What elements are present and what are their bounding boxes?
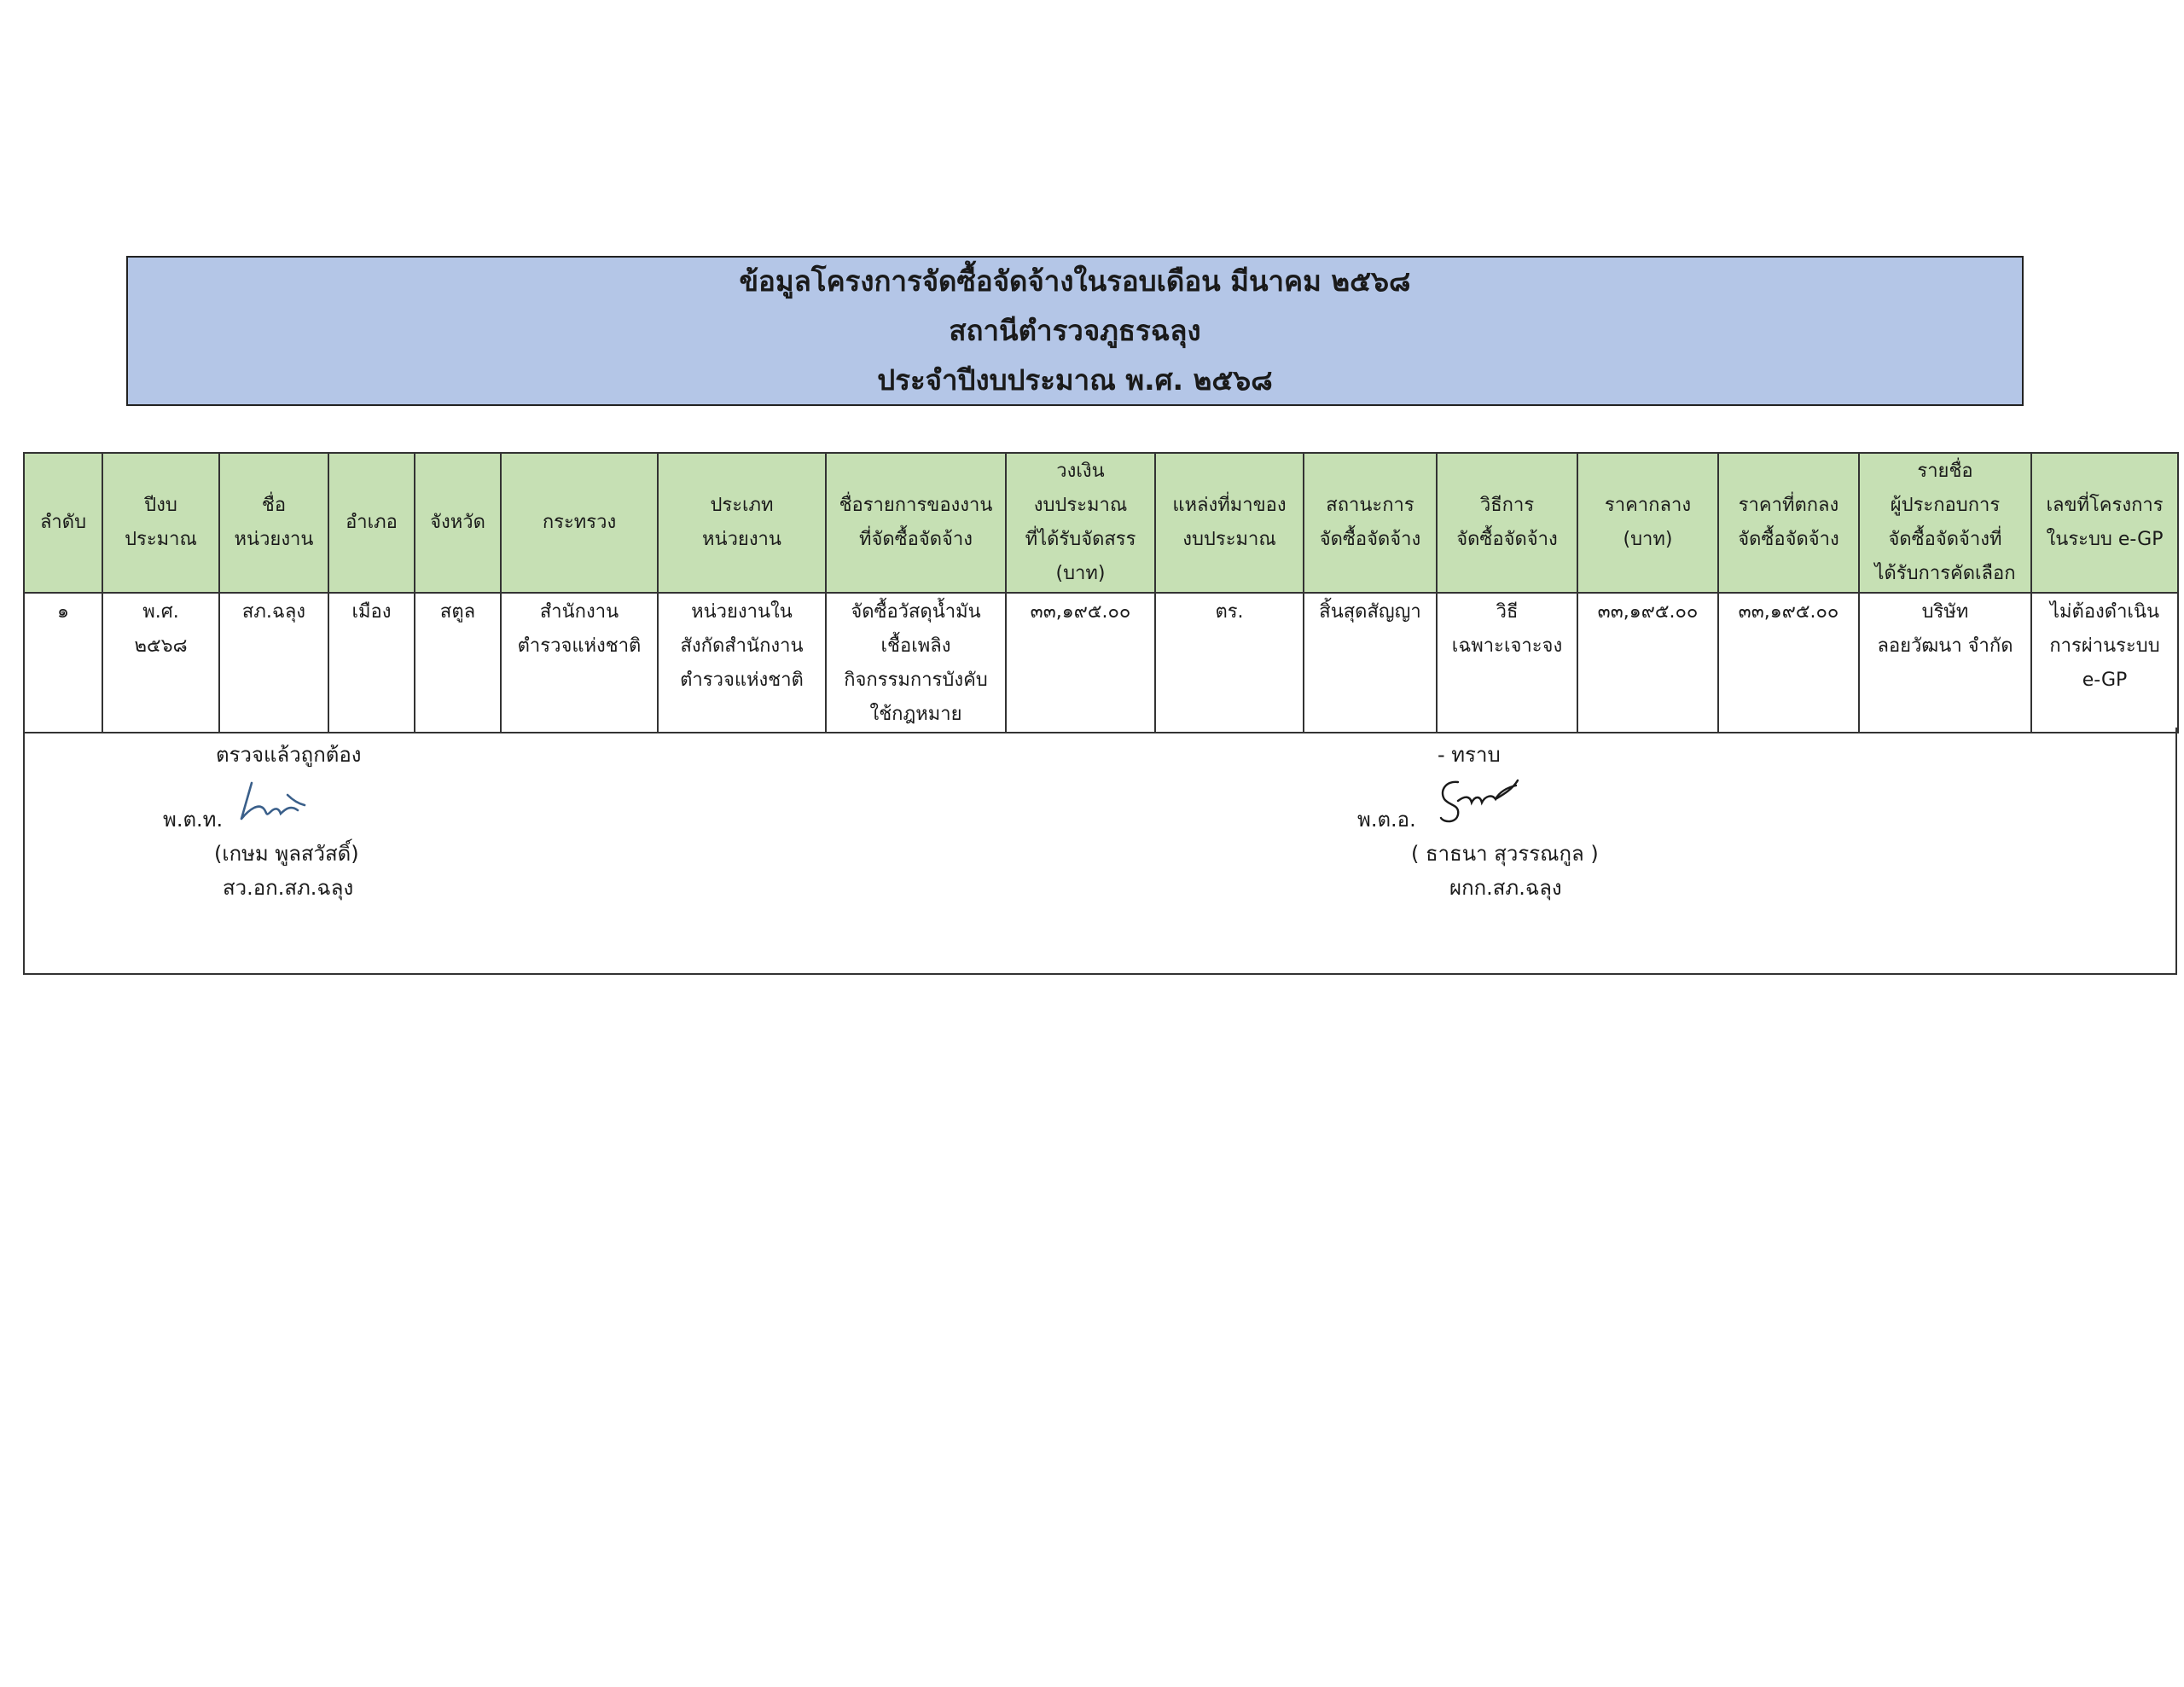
- cell-budget: ๓๓,๑๙๕.๐๐: [1006, 593, 1155, 733]
- left-signatory-position: สว.อก.สภ.ฉลุง: [223, 876, 354, 900]
- left-signatory-name: (เกษม พูลสวัสดิ์): [214, 842, 359, 866]
- header-status: สถานะการ จัดซื้อจัดจ้าง: [1304, 453, 1437, 593]
- header-fiscal-year: ปีงบ ประมาณ: [102, 453, 219, 593]
- table-header-row: [24, 453, 2178, 593]
- right-signatory-position: ผกก.สภ.ฉลุง: [1449, 876, 1562, 900]
- header-agency-type: ประเภท หน่วยงาน: [658, 453, 826, 593]
- cell-budget-source: ตร.: [1155, 593, 1304, 733]
- acknowledged-note: - ทราบ: [1438, 743, 1501, 767]
- header-budget: วงเงิน งบประมาณ ที่ได้รับจัดสรร (บาท): [1006, 453, 1155, 593]
- cell-agency-type: หน่วยงานใน สังกัดสำนักงาน ตำรวจแห่งชาติ: [658, 593, 826, 733]
- cell-method: วิธี เฉพาะเจาะจง: [1437, 593, 1577, 733]
- header-agency: ชื่อ หน่วยงาน: [219, 453, 328, 593]
- header-province: จังหวัด: [415, 453, 501, 593]
- header-order: ลำดับ: [24, 453, 102, 593]
- header-district: อำเภอ: [328, 453, 415, 593]
- cell-agreed-price: ๓๓,๑๙๕.๐๐: [1718, 593, 1859, 733]
- right-signatory-name: ( ธาธนา สุวรรณกูล ): [1411, 842, 1599, 866]
- right-signature-icon: [1432, 770, 1521, 830]
- header-median-price: ราคากลาง (บาท): [1577, 453, 1718, 593]
- table-row: [24, 593, 2178, 733]
- procurement-table: [23, 452, 2179, 733]
- title-line-3: ประจำปีงบประมาณ พ.ศ. ๒๕๖๘: [877, 363, 1273, 397]
- title-line-2: สถานีตำรวจภูธรฉลุง: [949, 314, 1201, 347]
- cell-median-price: ๓๓,๑๙๕.๐๐: [1577, 593, 1718, 733]
- header-egp-number: เลขที่โครงการ ในระบบ e-GP: [2031, 453, 2178, 593]
- header-contractor: รายชื่อ ผู้ประกอบการ จัดซื้อจัดจ้างที่ ได้รับการคัดเลือก: [1859, 453, 2031, 593]
- document-title-box: [126, 256, 2024, 406]
- header-method: วิธีการ จัดซื้อจัดจ้าง: [1437, 453, 1577, 593]
- header-item-name: ชื่อรายการของงาน ที่จัดซื้อจัดจ้าง: [826, 453, 1006, 593]
- header-ministry: กระทรวง: [501, 453, 658, 593]
- left-rank: พ.ต.ท.: [163, 808, 224, 832]
- cell-province: สตูล: [415, 593, 501, 733]
- cell-agency: สภ.ฉลุง: [219, 593, 328, 733]
- cell-egp-number: ไม่ต้องดำเนิน การผ่านระบบ e-GP: [2031, 593, 2178, 733]
- cell-item-name: จัดซื้อวัสดุน้ำมัน เชื้อเพลิง กิจกรรมการบังคับ ใช้กฎหมาย: [826, 593, 1006, 733]
- header-agreed-price: ราคาที่ตกลง จัดซื้อจัดจ้าง: [1718, 453, 1859, 593]
- verified-note: ตรวจแล้วถูกต้อง: [216, 743, 362, 767]
- cell-order: ๑: [24, 593, 102, 733]
- cell-status: สิ้นสุดสัญญา: [1304, 593, 1437, 733]
- cell-contractor: บริษัท ลอยวัฒนา จำกัด: [1859, 593, 2031, 733]
- right-rank: พ.ต.อ.: [1357, 808, 1416, 832]
- left-signature-icon: [236, 774, 308, 826]
- cell-ministry: สำนักงาน ตำรวจแห่งชาติ: [501, 593, 658, 733]
- title-line-1: ข้อมูลโครงการจัดซื้อจัดจ้างในรอบเดือน มีนาคม ๒๕๖๘: [739, 264, 1411, 298]
- header-budget-source: แหล่งที่มาของ งบประมาณ: [1155, 453, 1304, 593]
- cell-district: เมือง: [328, 593, 415, 733]
- signature-section: [23, 728, 2177, 975]
- cell-fiscal-year: พ.ศ. ๒๕๖๘: [102, 593, 219, 733]
